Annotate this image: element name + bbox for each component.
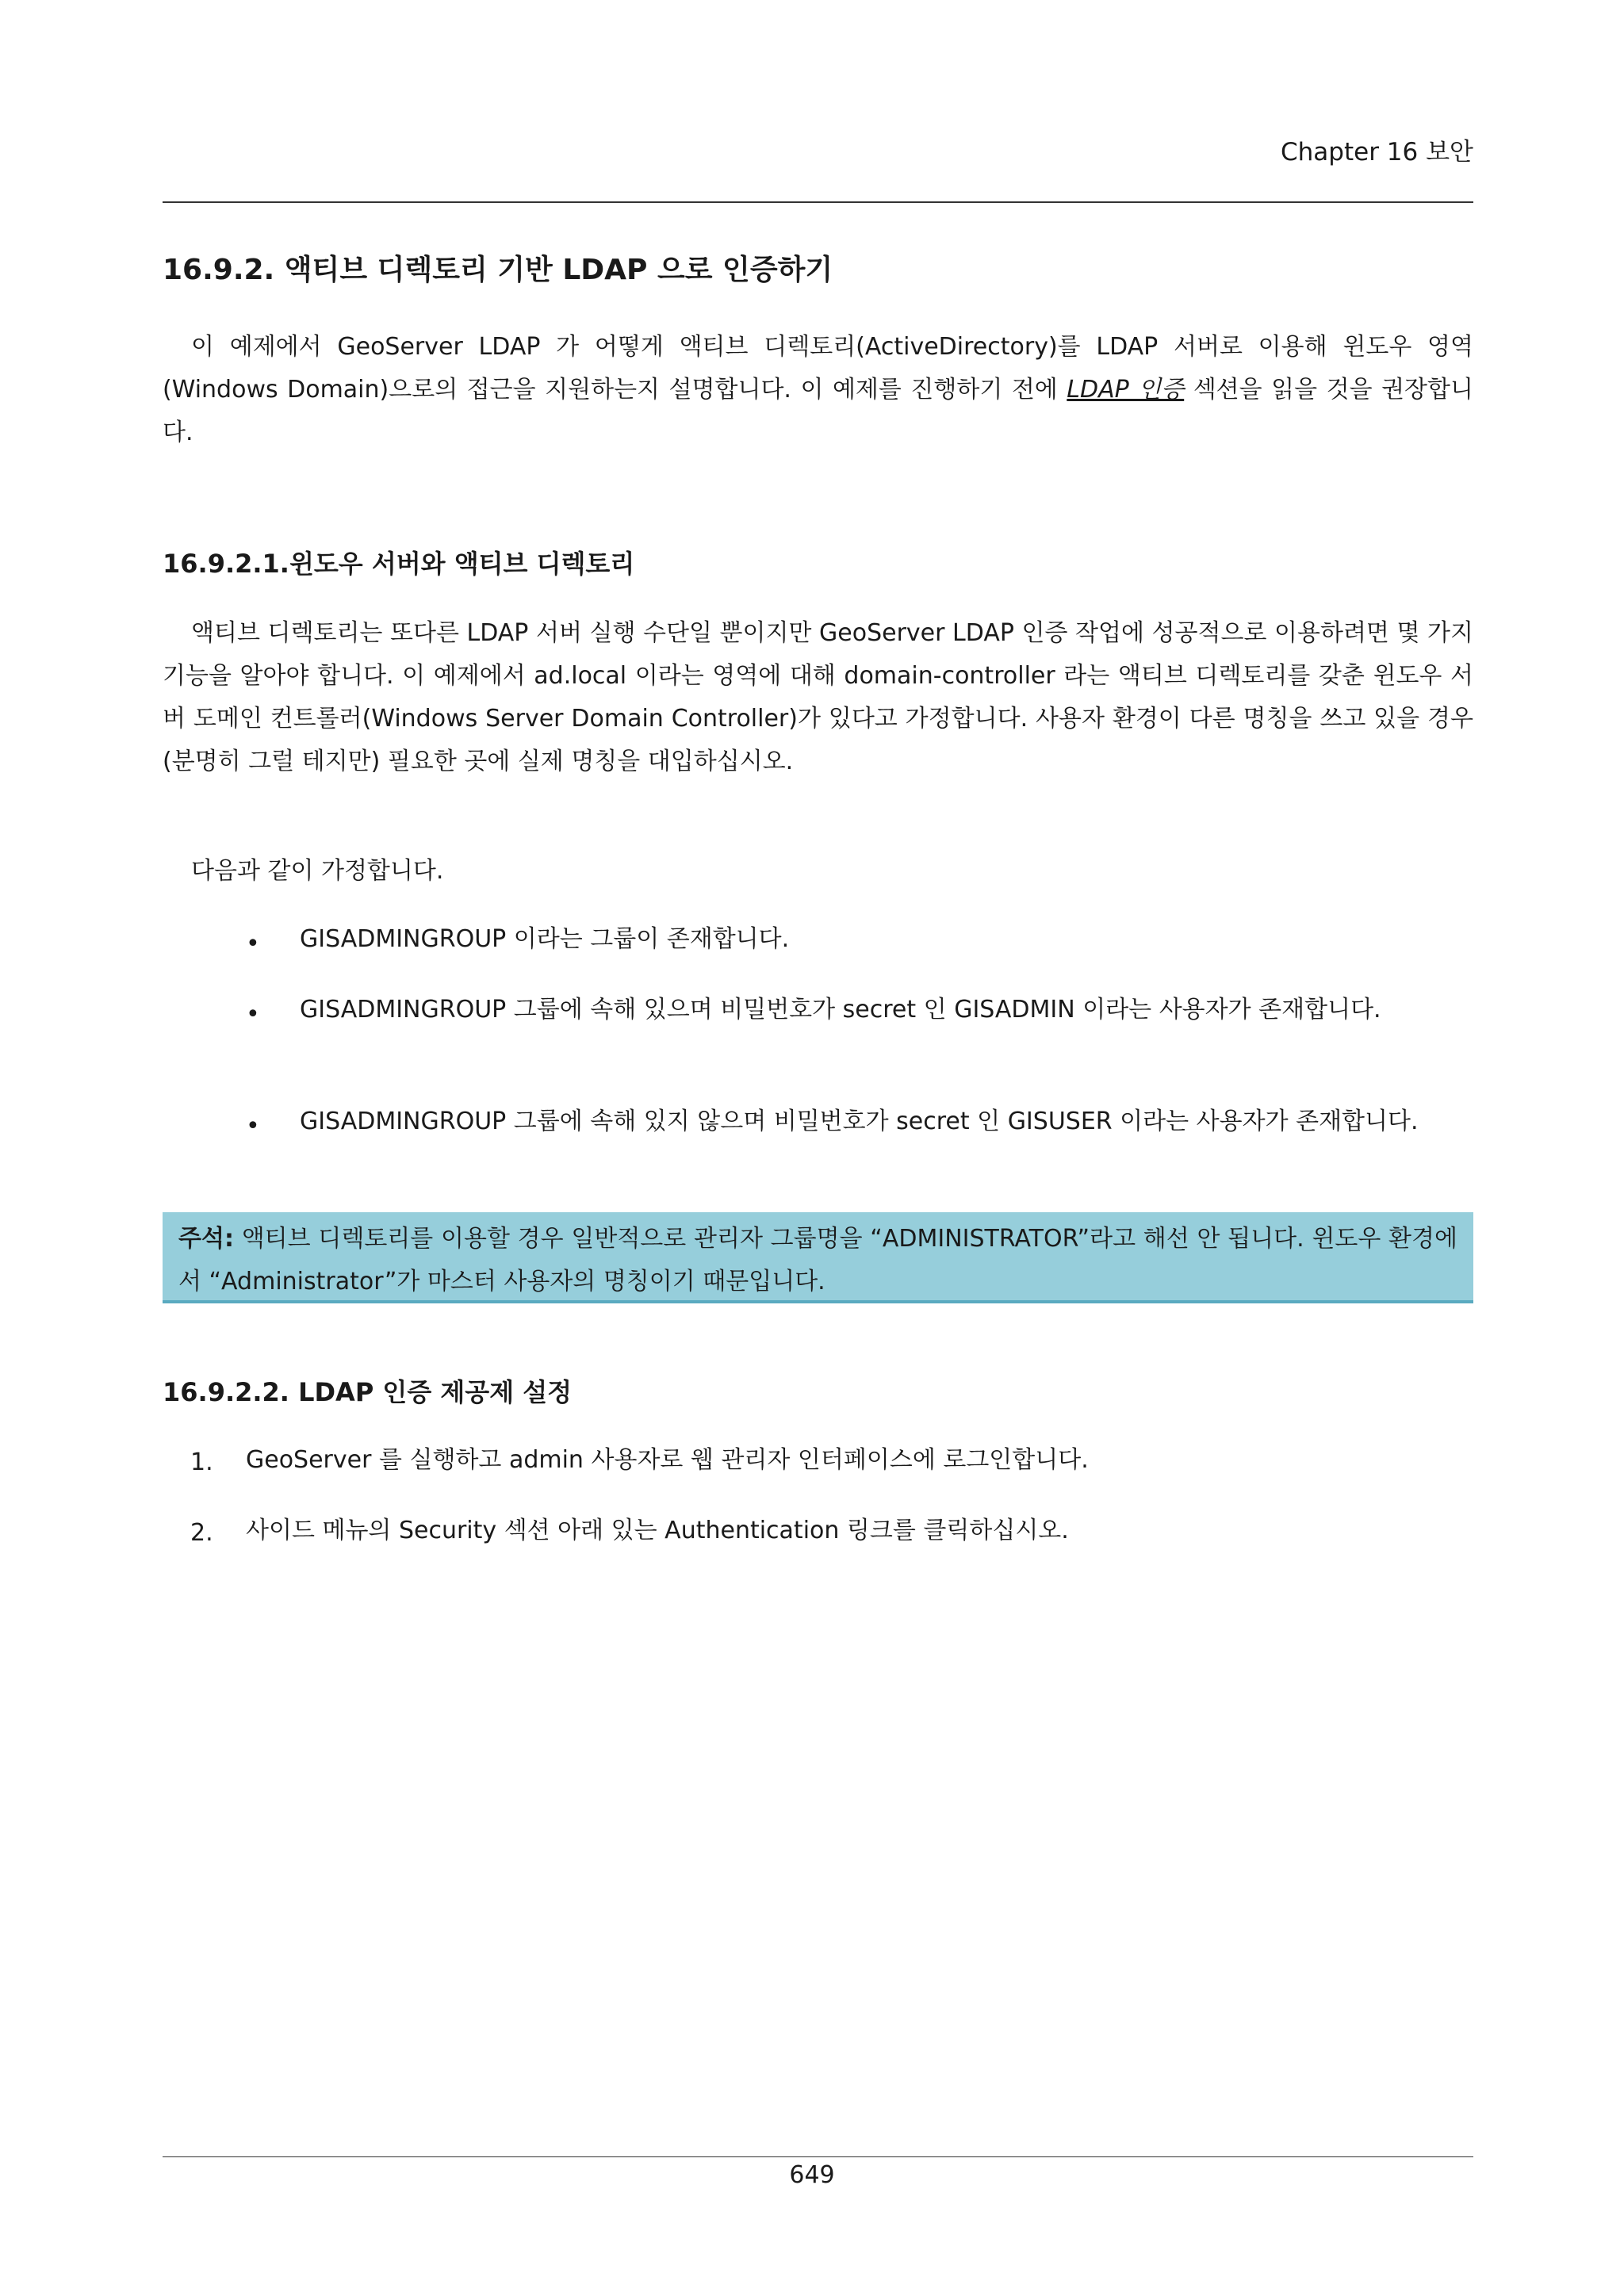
step-text: 사이드 메뉴의 Security 섹션 아래 있는 Authentication 링크를 클릭하십시오. [246, 1517, 1069, 1544]
subsection-title: 윈도우 서버와 액티브 디렉토리 [289, 549, 635, 579]
header-rule [163, 201, 1473, 203]
list-item: GISADMINGROUP 그룹에 속해 있으며 비밀번호가 secret 인 GISADMIN 이라는 사용자가 존재합니다. [300, 996, 1381, 1024]
note-box [163, 1212, 1473, 1303]
bullet-dot: • [246, 1001, 260, 1028]
subsection-title: LDAP 인증 제공제 설정 [298, 1377, 573, 1407]
bullet-dot: • [246, 930, 260, 958]
note-content [178, 1218, 1457, 1303]
intro-text: 이 예제에서 GeoServer LDAP 가 어떻게 액티브 디렉토리(ActiveDirectory)를 LDAP 서버로 이용해 윈도우 영역(Windows Domain)으로의 접근을 지원하는지 설명합니다. 이 예제를 진행하기 전에 [163, 333, 1473, 404]
subsection-number: 16.9.2.1. [163, 549, 289, 579]
intro-text-end: 섹션을 읽을 것을 권장합니다. [163, 376, 1473, 446]
footer-rule [163, 2156, 1473, 2157]
note-text: 액티브 디렉토리를 이용할 경우 일반적으로 관리자 그룹명을 “ADMINISTRATOR”라고 해선 안 됩니다. 윈도우 환경에서 “Administrator”가 마스터 사용자의 명칭이기 때문입니다. [178, 1225, 1457, 1295]
subsection-heading-2 [163, 1376, 572, 1409]
note-label: 주석: [178, 1225, 234, 1253]
subsection-number: 16.9.2.2. [163, 1377, 289, 1407]
ldap-auth-link[interactable]: LDAP 인증 [1067, 376, 1185, 404]
section-heading [163, 252, 833, 289]
subsection-heading-1 [163, 547, 634, 580]
bullet-dot: • [246, 1112, 260, 1140]
step-number: 2. [190, 1519, 213, 1547]
running-header: Chapter 16 보안 [1281, 138, 1473, 166]
step-number: 1. [190, 1448, 213, 1476]
list-item: GISADMINGROUP 그룹에 속해 있지 않으며 비밀번호가 secret 인 GISUSER 이라는 사용자가 존재합니다. [300, 1108, 1419, 1135]
section-title: 액티브 디렉토리 기반 LDAP 으로 인증하기 [284, 254, 833, 286]
assume-line: 다음과 같이 가정합니다. [191, 857, 444, 885]
list-item: GISADMINGROUP 이라는 그룹이 존재합니다. [300, 925, 790, 953]
section-number: 16.9.2. [163, 254, 275, 286]
page-number: 649 [789, 2161, 835, 2189]
ad-text: 액티브 디렉토리는 또다른 LDAP 서버 실행 수단일 뿐이지만 GeoServer LDAP 인증 작업에 성공적으로 이용하려면 몇 가지 기능을 알아야 합니다. 이 예제에서 ad.local 이라는 영역에 대해 domain-controller 라는 액티브 디렉토리를 갖춘 윈도우 서버 도메인 컨트롤러(Windows Server Domain Controller)가 있다고 가정합니다. 사용자 환경이 다른 명칭을 쓰고 있을 경우 (분명히 그럴 테지만) 필요한 곳에 실제 명칭을 대입하십시오. [163, 619, 1473, 775]
intro-paragraph [163, 326, 1473, 454]
ad-paragraph [163, 612, 1473, 783]
step-text: GeoServer 를 실행하고 admin 사용자로 웹 관리자 인터페이스에 로그인합니다. [246, 1446, 1089, 1474]
